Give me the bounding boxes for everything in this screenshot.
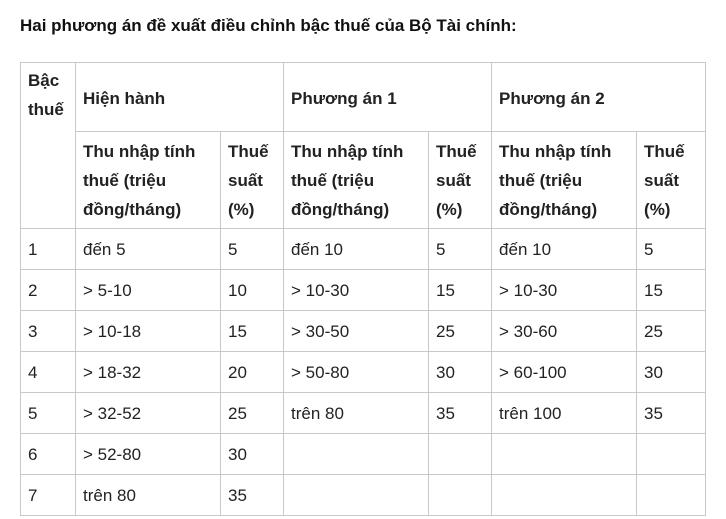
level-cell: 2 [21,270,76,311]
header-option-1: Phương án 1 [284,63,492,132]
option-1-income-cell: > 50-80 [284,352,429,393]
table-caption: Hai phương án đề xuất điều chỉnh bậc thuế của Bộ Tài chính: [20,16,517,35]
option-2-income-cell: > 30-60 [492,311,637,352]
option-2-income-cell: > 10-30 [492,270,637,311]
header-row-groups [21,63,706,132]
current-income-cell: > 10-18 [76,311,221,352]
option-2-income-cell: trên 100 [492,393,637,434]
current-rate-cell: 10 [221,270,284,311]
table-row [21,434,706,475]
option-1-rate-cell [429,475,492,516]
table-row [21,352,706,393]
current-income-cell: trên 80 [76,475,221,516]
current-rate-cell: 15 [221,311,284,352]
header-current-rate: Thuế suất (%) [221,132,284,229]
current-income-cell: > 32-52 [76,393,221,434]
option-2-income-cell: > 60-100 [492,352,637,393]
option-2-income-cell: đến 10 [492,229,637,270]
option-1-income-cell [284,475,429,516]
option-2-rate-cell: 35 [637,393,706,434]
table-row [21,229,706,270]
option-2-rate-cell: 5 [637,229,706,270]
option-2-income-cell [492,475,637,516]
level-cell: 5 [21,393,76,434]
level-cell: 3 [21,311,76,352]
option-1-income-cell: đến 10 [284,229,429,270]
current-income-cell: > 5-10 [76,270,221,311]
option-2-rate-cell: 15 [637,270,706,311]
option-1-rate-cell: 15 [429,270,492,311]
header-option-1-income: Thu nhập tính thuế (triệu đồng/tháng) [284,132,429,229]
header-level: Bậc thuế [21,63,76,229]
option-1-rate-cell: 35 [429,393,492,434]
current-income-cell: > 18-32 [76,352,221,393]
table-row [21,475,706,516]
option-1-rate-cell: 30 [429,352,492,393]
current-income-cell: > 52-80 [76,434,221,475]
option-1-rate-cell [429,434,492,475]
option-2-rate-cell [637,475,706,516]
option-1-income-cell: > 10-30 [284,270,429,311]
level-cell: 1 [21,229,76,270]
option-2-rate-cell [637,434,706,475]
current-rate-cell: 30 [221,434,284,475]
option-1-rate-cell: 5 [429,229,492,270]
current-rate-cell: 20 [221,352,284,393]
current-rate-cell: 5 [221,229,284,270]
current-income-cell: đến 5 [76,229,221,270]
option-2-income-cell [492,434,637,475]
current-rate-cell: 25 [221,393,284,434]
table-row [21,270,706,311]
header-row-columns [21,132,706,229]
level-cell: 6 [21,434,76,475]
level-cell: 4 [21,352,76,393]
option-1-income-cell: trên 80 [284,393,429,434]
option-1-rate-cell: 25 [429,311,492,352]
header-current-income: Thu nhập tính thuế (triệu đồng/tháng) [76,132,221,229]
header-current: Hiện hành [76,63,284,132]
header-option-2: Phương án 2 [492,63,706,132]
option-2-rate-cell: 25 [637,311,706,352]
header-option-1-rate: Thuế suất (%) [429,132,492,229]
option-1-income-cell [284,434,429,475]
header-option-2-rate: Thuế suất (%) [637,132,706,229]
tax-bracket-table [20,62,706,516]
table-row [21,311,706,352]
level-cell: 7 [21,475,76,516]
option-2-rate-cell: 30 [637,352,706,393]
header-option-2-income: Thu nhập tính thuế (triệu đồng/tháng) [492,132,637,229]
option-1-income-cell: > 30-50 [284,311,429,352]
current-rate-cell: 35 [221,475,284,516]
table-row [21,393,706,434]
